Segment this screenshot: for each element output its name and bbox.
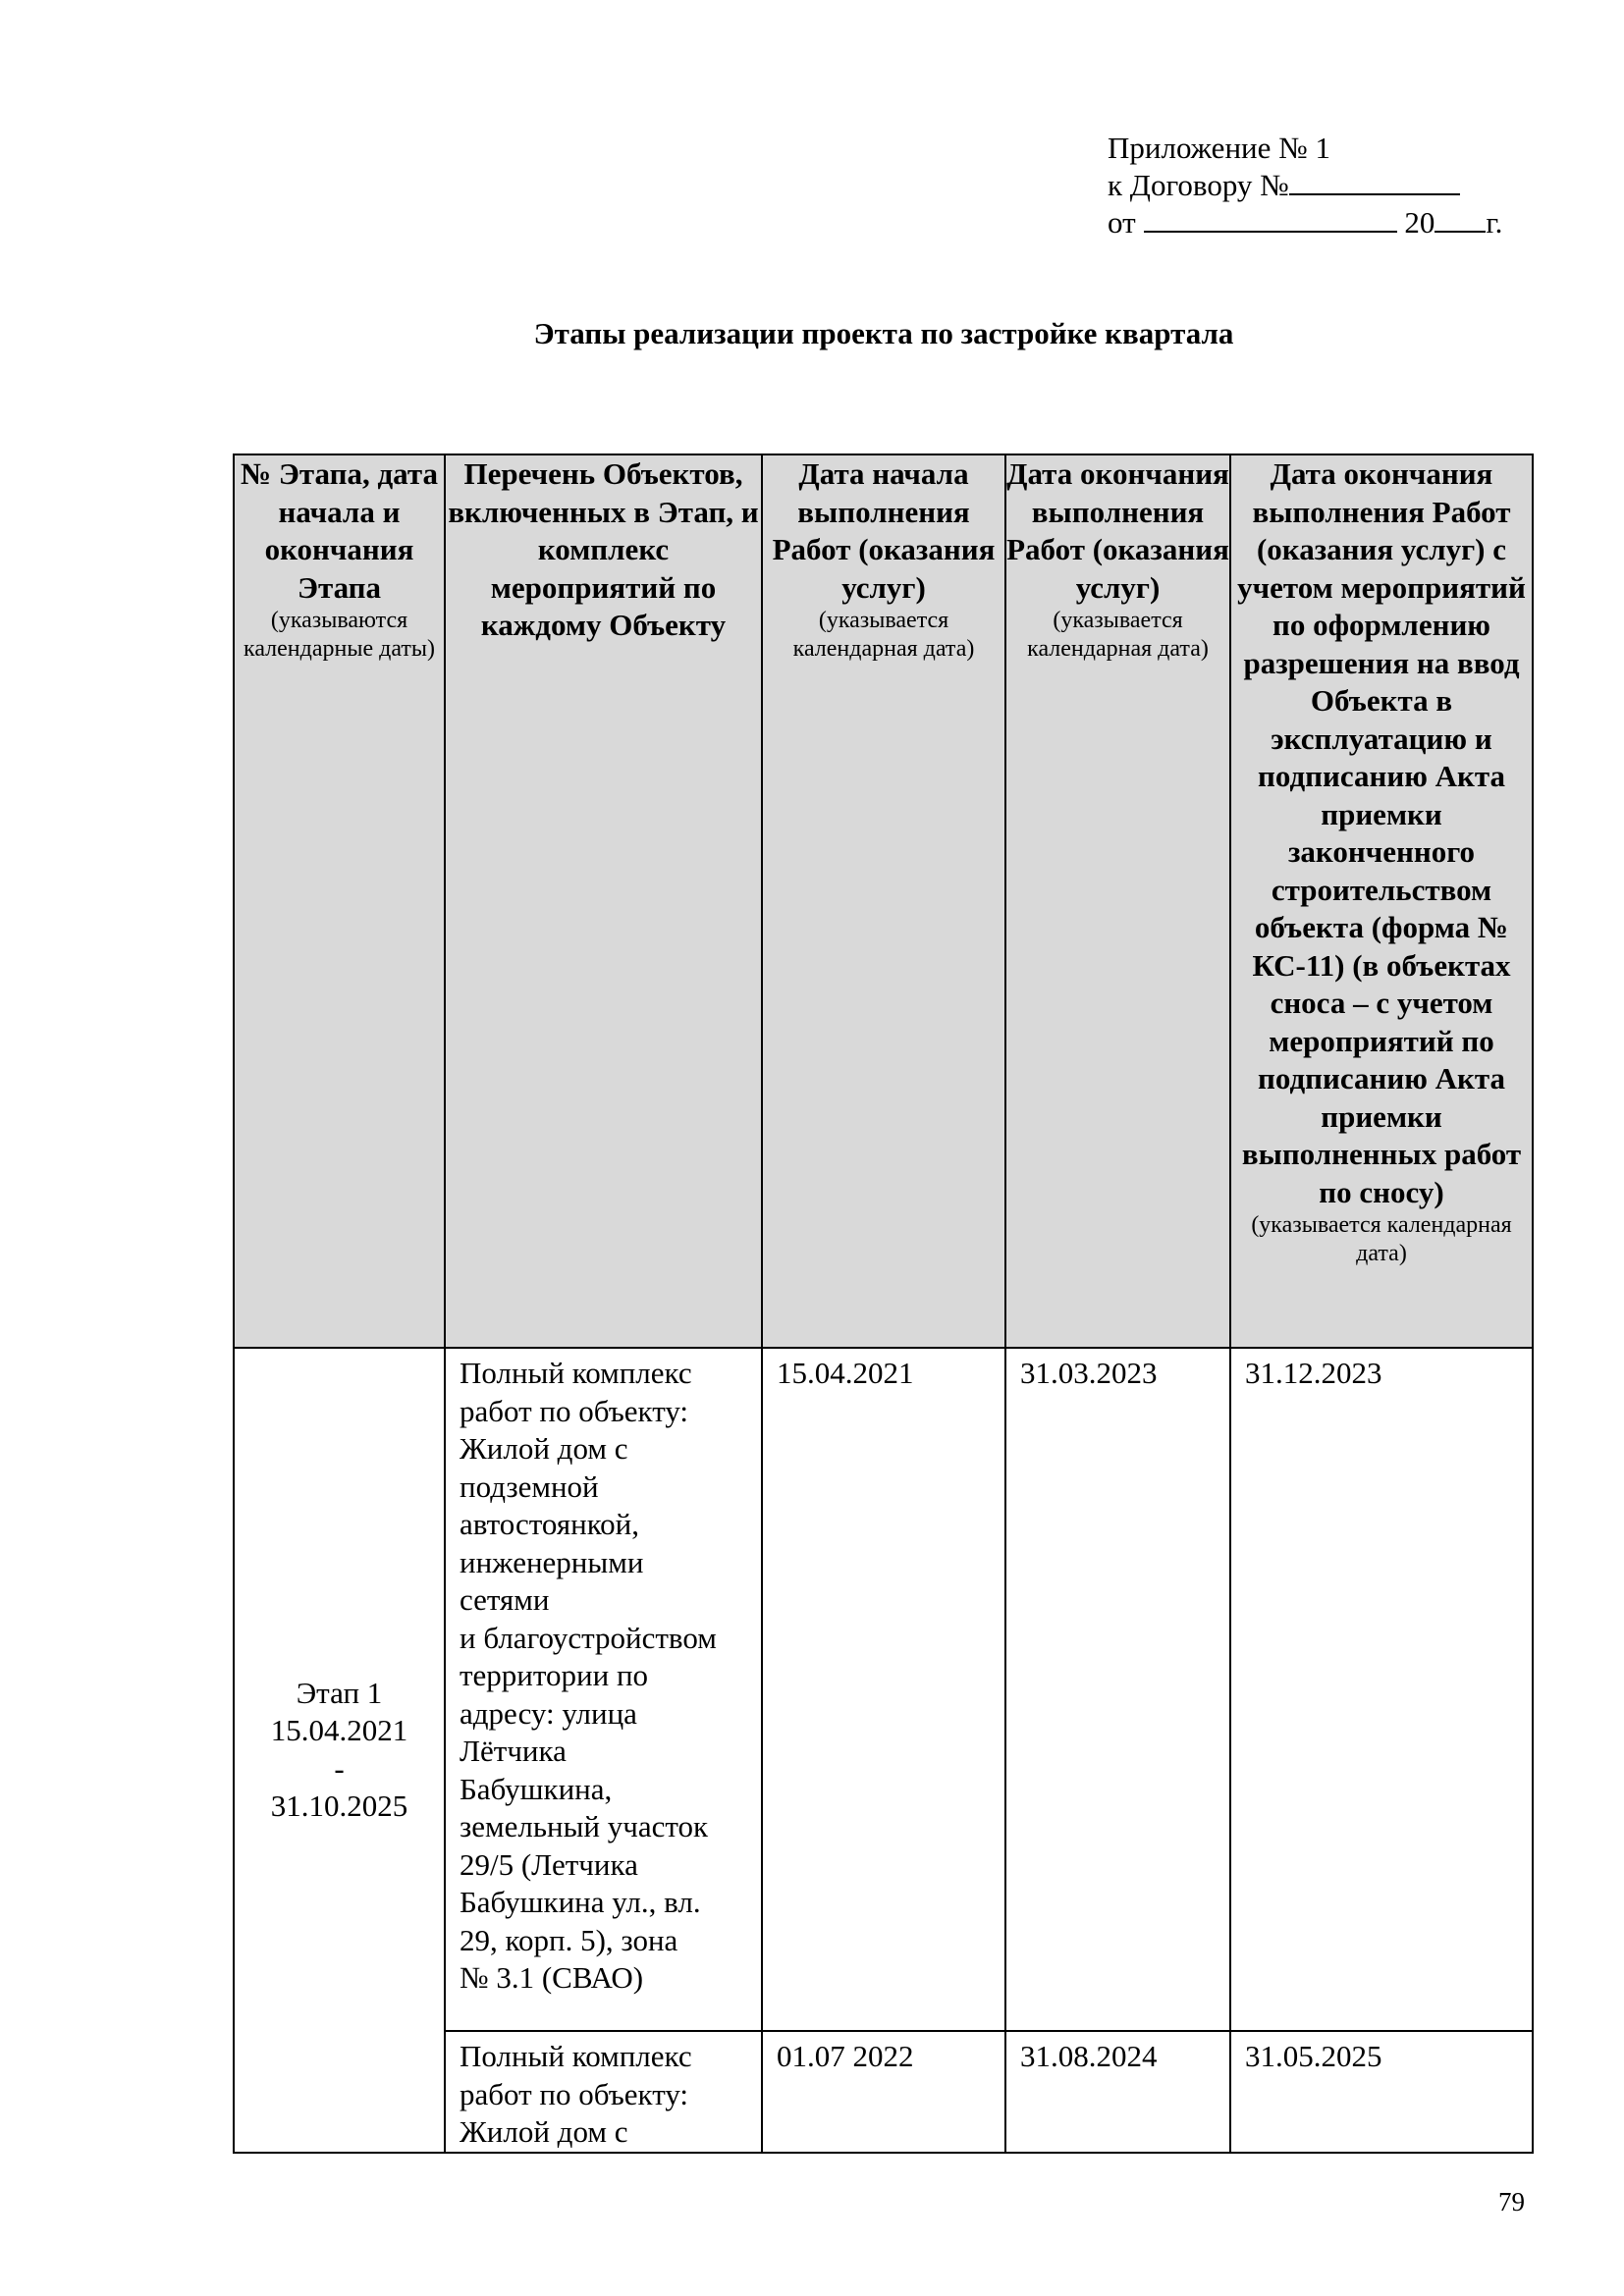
year-blank	[1435, 207, 1486, 233]
object-line: 29/5 (Летчика	[460, 1846, 638, 1882]
contract-prefix: к Договору №	[1108, 168, 1289, 202]
document-title: Этапы реализации проекта по застройке квартала	[533, 316, 1234, 350]
object-line: работ по объекту:	[460, 1393, 689, 1428]
end-date-cell: 31.03.2023	[1005, 1348, 1230, 2031]
stage-end: 31.10.2025	[270, 1789, 408, 1824]
date-prefix: от	[1108, 205, 1136, 240]
header-final-date-note: (указывается календарная дата)	[1251, 1212, 1512, 1266]
object-line: подземной	[460, 1468, 599, 1504]
contract-reference	[1108, 167, 1502, 204]
stage-start: 15.04.2021	[270, 1713, 408, 1748]
start-date-cell: 01.07 2022	[762, 2031, 1005, 2153]
date-blank	[1144, 207, 1397, 233]
page-number: 79	[1498, 2187, 1525, 2216]
header-stage-label: № Этапа, дата начала и окончания Этапа	[241, 456, 438, 605]
object-line: Жилой дом с	[460, 1431, 628, 1466]
object-line: работ по объекту:	[460, 2076, 689, 2111]
header-objects-label: Перечень Объектов, включенных в Этап, и комплекс мероприятий по каждому Объекту	[448, 456, 759, 642]
object-description	[445, 1348, 762, 2031]
object-line: адресу: улица	[460, 1695, 637, 1731]
object-line: земельный участок	[460, 1809, 709, 1843]
table-row	[234, 1348, 1533, 2031]
stages-table	[233, 454, 1534, 2154]
year-prefix: 20	[1404, 205, 1435, 240]
year-suffix: г.	[1486, 205, 1503, 240]
stage-cell	[234, 1348, 445, 2153]
stage-separator: -	[334, 1750, 345, 1786]
end-date-cell: 31.08.2024	[1005, 2031, 1230, 2153]
appendix-number: Приложение № 1	[1108, 131, 1330, 165]
contract-date	[1108, 204, 1502, 241]
final-date-cell: 31.12.2023	[1230, 1348, 1533, 2031]
object-line: Жилой дом с	[460, 2114, 628, 2149]
header-stage	[234, 454, 445, 1348]
object-line: и благоустройством	[460, 1620, 717, 1655]
header-start-date-note: (указывается календарная дата)	[792, 608, 975, 662]
object-line: № 3.1 (СВАО)	[460, 1960, 644, 1995]
header-stage-note: (указываются календарные даты)	[244, 608, 435, 662]
appendix-header	[1108, 130, 1502, 241]
stage-name: Этап 1	[296, 1675, 383, 1710]
object-line: 29, корп. 5), зона	[460, 1922, 678, 1957]
header-start-date	[762, 454, 1005, 1348]
object-line: инженерными	[460, 1544, 644, 1579]
header-final-date-label: Дата окончания выполнения Работ (оказания услуг) с учетом мероприятий по оформлению разрешения на ввод Объекта в эксплуатацию и подписанию Акта приемки законченного строительством объекта (форма № КС-11) (в объектах сноса – с учетом мероприятий по подписанию Акта приемки выполненных работ по сносу)	[1237, 456, 1526, 1209]
object-line: Бабушкина ул., вл.	[460, 1885, 701, 1919]
start-date-cell: 15.04.2021	[762, 1348, 1005, 2031]
object-line: Полный комплекс	[460, 2039, 692, 2073]
object-line: сетями	[460, 1582, 550, 1617]
final-date-cell: 31.05.2025	[1230, 2031, 1533, 2153]
object-description	[445, 2031, 762, 2153]
header-end-date-label: Дата окончания выполнения Работ (оказания услуг)	[1006, 456, 1229, 605]
header-start-date-label: Дата начала выполнения Работ (оказания услуг)	[772, 456, 996, 605]
header-end-date	[1005, 454, 1230, 1348]
header-end-date-note: (указывается календарная дата)	[1027, 608, 1209, 662]
object-line: автостоянкой,	[460, 1507, 640, 1541]
object-line: территории по	[460, 1658, 649, 1692]
header-objects	[445, 454, 762, 1348]
table-header-row	[234, 454, 1533, 1348]
header-final-date	[1230, 454, 1533, 1348]
object-line: Лётчика	[460, 1734, 567, 1768]
object-line: Полный комплекс	[460, 1356, 692, 1390]
object-line: Бабушкина,	[460, 1771, 613, 1806]
contract-number-blank	[1289, 170, 1460, 195]
